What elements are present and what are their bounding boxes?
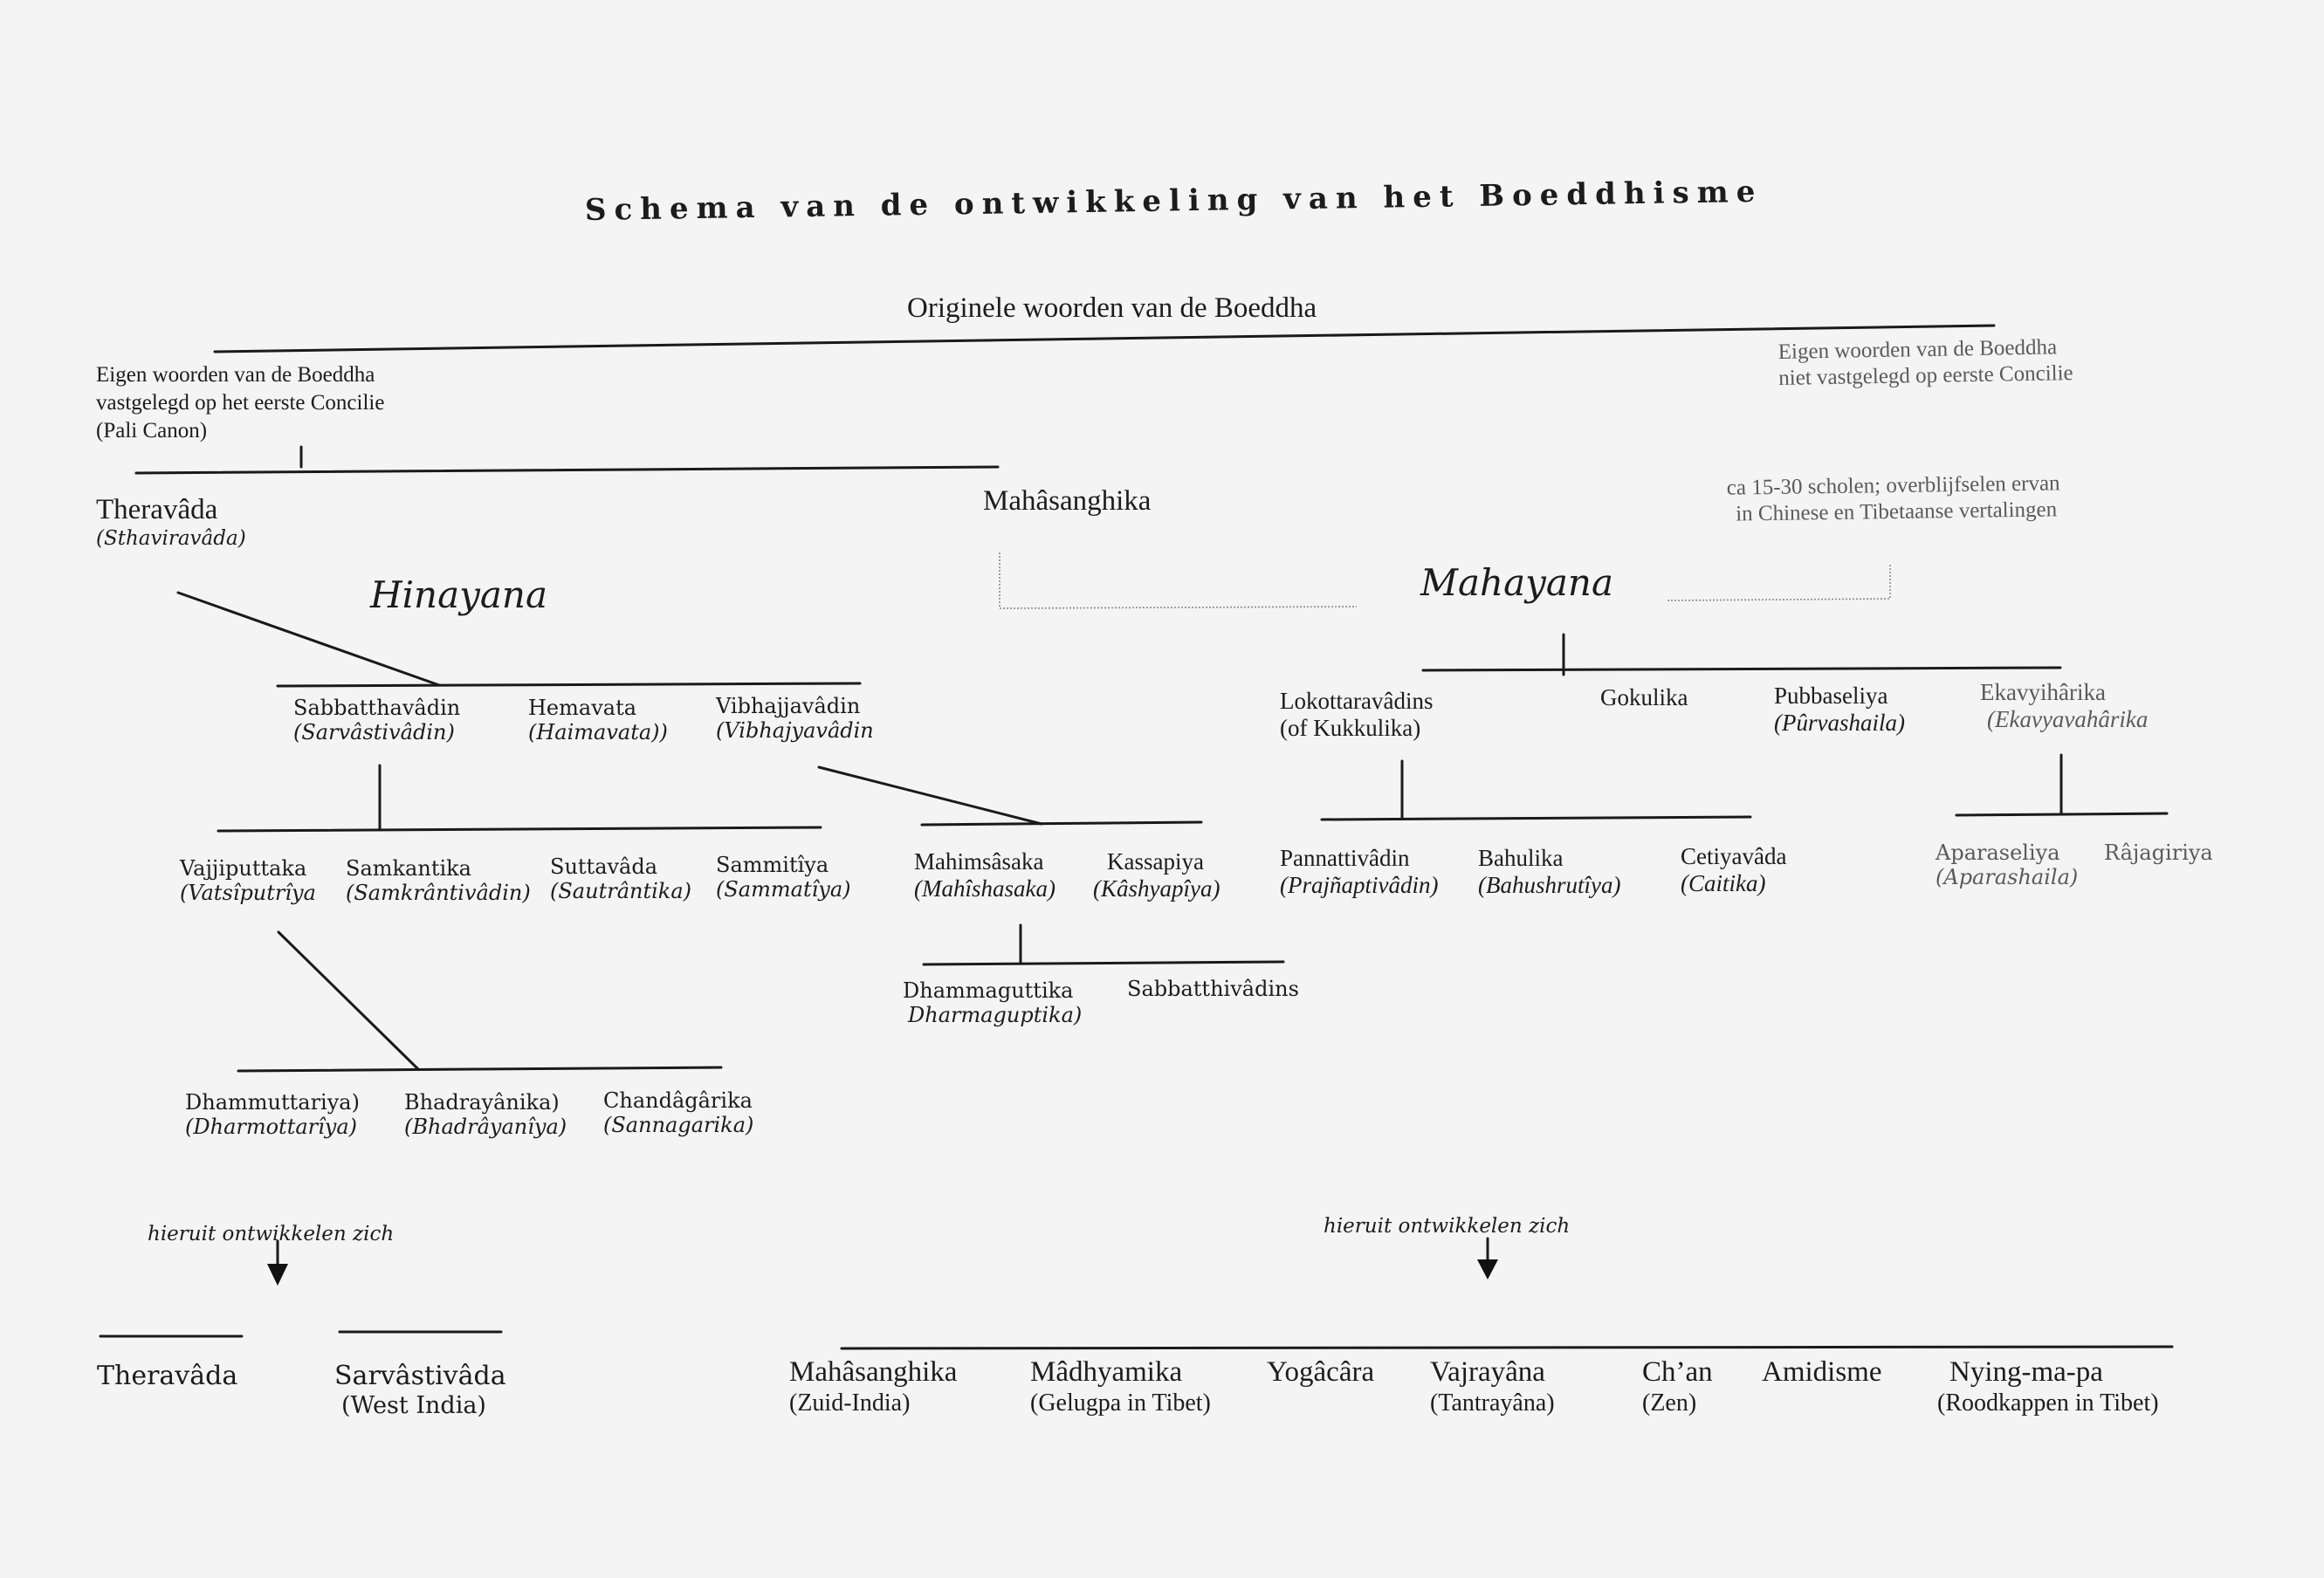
result-node	[1030, 1356, 1211, 1417]
mahayana-develop-note: hieruit ontwikkelen zich	[1324, 1215, 1571, 1238]
node-alt-name: (Sthaviravâda)	[96, 526, 246, 550]
node-name: Yogâcâra	[1267, 1356, 1375, 1388]
node-name: Mahimsâsaka	[914, 848, 1044, 875]
node-name: Vajjiputtaka	[180, 856, 307, 881]
node-name: Sabbatthavâdin	[293, 696, 461, 720]
node-name: Nying-ma-pa	[1949, 1356, 2103, 1388]
node-name: Mahâsanghika	[789, 1356, 958, 1388]
node-alt-name: (Bahushrutîya)	[1478, 872, 1621, 898]
school-node	[1093, 848, 1220, 902]
node-alt-name: (Roodkappen in Tibet)	[1937, 1389, 2159, 1417]
school-node	[903, 979, 1082, 1027]
school-node	[1980, 679, 2148, 733]
node-name: Aparaseliya	[1936, 840, 2060, 865]
hinayana-arrow-head	[267, 1264, 288, 1286]
school-node	[2104, 841, 2213, 866]
node-alt-name: (Bhadrâyanîya)	[404, 1114, 567, 1139]
school-node	[914, 848, 1055, 902]
school-node	[603, 1089, 753, 1137]
node-name: Lokottaravâdins	[1280, 688, 1434, 714]
pali-canon-note	[96, 361, 384, 445]
node-alt-name: (Sarvâstivâdin)	[293, 719, 455, 744]
node-name: Ch’an	[1642, 1356, 1713, 1388]
node-name: Sarvâstivâda	[334, 1361, 506, 1391]
mahayana-arrow-head	[1477, 1259, 1498, 1280]
note-line: (Pali Canon)	[96, 419, 208, 443]
note-line: vastgelegd op het eerste Concilie	[96, 391, 385, 415]
mahayana-results-line	[842, 1347, 2172, 1348]
school-node	[716, 695, 874, 743]
mahayana-heading: Mahayana	[1420, 561, 1613, 604]
diagram-title: Schema van de ontwikkeling van het Boeddhisme	[584, 174, 1764, 228]
node-name: Mâdhyamika	[1030, 1356, 1183, 1388]
node-alt-name: (Prajñaptivâdin)	[1280, 872, 1439, 898]
node-name: Vibhajjavâdin	[716, 694, 861, 718]
first-split-line	[136, 467, 998, 473]
school-node	[1600, 684, 1688, 711]
note-line: Eigen woorden van de Boeddha	[96, 363, 375, 387]
result-node	[97, 1362, 237, 1392]
school-node	[185, 1091, 360, 1139]
mahimsasaka-children-line	[924, 962, 1283, 964]
vajjiputtaka-children-line	[238, 1067, 721, 1071]
node-name: Vajrayâna	[1430, 1356, 1545, 1388]
node-alt-name: (Zen)	[1642, 1389, 1697, 1417]
node-alt-name: (Sammatîya)	[716, 876, 851, 902]
root-label: Originele woorden van de Boeddha	[907, 292, 1317, 324]
hinayana-heading: Hinayana	[370, 573, 548, 616]
mahasanghika-dotted-bracket-left	[1000, 552, 1357, 608]
node-alt-name: (Haimavata))	[528, 719, 668, 744]
theravada-node	[96, 494, 246, 550]
school-node	[404, 1091, 567, 1139]
node-alt-name: (Samkrântivâdin)	[346, 880, 531, 905]
note-line: niet vastgelegd op eerste Concilie	[1778, 361, 2073, 390]
note-line: ca 15-30 scholen; overblijfselen ervan	[1726, 471, 2060, 500]
node-alt-name: (West India)	[341, 1391, 486, 1419]
node-alt-name: (of Kukkulika)	[1280, 715, 1421, 741]
result-node	[334, 1362, 506, 1419]
mahasanghika-node: Mahâsanghika	[983, 485, 1152, 517]
node-alt-name: (Ekavyavahârika	[1987, 706, 2149, 732]
ekavyiharika-children-line	[1956, 813, 2167, 815]
school-node	[1478, 845, 1620, 899]
node-name: Cetiyavâda	[1681, 843, 1787, 869]
node-alt-name: (Sautrântika)	[550, 878, 691, 903]
node-alt-name: (Sannagarika)	[603, 1112, 754, 1137]
school-node	[1681, 843, 1786, 897]
node-name: Theravâda	[97, 1361, 238, 1391]
school-node	[346, 857, 531, 905]
vibhajjavadin-diagonal	[819, 767, 1042, 824]
node-name: Gokulika	[1600, 684, 1688, 710]
node-name: Pubbaseliya	[1774, 683, 1888, 709]
root-line	[215, 326, 1994, 352]
vibhajjavadin-children-line	[922, 822, 1201, 825]
node-alt-name: (Zuid-India)	[789, 1389, 911, 1417]
result-node	[1267, 1356, 1374, 1389]
node-name: Amidisme	[1762, 1356, 1882, 1388]
node-name: Hemavata	[528, 696, 637, 720]
school-node	[293, 696, 460, 744]
school-node	[1280, 845, 1438, 899]
node-alt-name: (Aparashaila)	[1936, 864, 2079, 889]
node-name: Samkantika	[346, 856, 471, 881]
result-node	[1430, 1356, 1555, 1417]
node-alt-name: (Dharmottarîya)	[185, 1114, 358, 1139]
node-name: Theravâda	[96, 494, 218, 525]
school-node	[550, 855, 691, 903]
node-alt-name: (Caitika)	[1681, 870, 1766, 896]
node-alt-name: (Vatsîputrîya	[180, 880, 316, 905]
school-node	[1936, 841, 2078, 889]
node-alt-name: (Gelugpa in Tibet)	[1030, 1389, 1211, 1417]
school-node	[716, 854, 851, 902]
node-name: Suttavâda	[550, 854, 658, 879]
hinayana-level1-line	[278, 683, 860, 686]
node-name: Sammitîya	[716, 853, 829, 877]
school-node	[1127, 978, 1299, 1002]
result-node	[1762, 1356, 1882, 1389]
sarvastivadin-children-line	[218, 827, 821, 831]
node-alt-name: (Vibhajyavâdin	[716, 717, 874, 743]
node-alt-name: (Tantrayâna)	[1430, 1389, 1555, 1417]
non-canon-note	[1778, 334, 2073, 392]
vajjiputtaka-diagonal	[278, 932, 418, 1069]
node-name: Râjagiriya	[2104, 840, 2213, 865]
result-node	[1937, 1356, 2159, 1417]
schools-note	[1727, 470, 2061, 527]
result-node	[1642, 1356, 1713, 1417]
note-line: in Chinese en Tibetaanse vertalingen	[1736, 497, 2058, 526]
node-name: Bahulika	[1478, 845, 1564, 871]
school-node	[180, 857, 316, 905]
mahayana-level1-line	[1423, 668, 2060, 670]
node-alt-name: (Kâshyapîya)	[1093, 875, 1220, 902]
result-node	[789, 1356, 957, 1417]
lokottaravadin-children-line	[1322, 817, 1750, 820]
node-alt-name: Dharmaguptika)	[908, 1002, 1083, 1027]
node-name: Ekavyihârika	[1980, 679, 2106, 705]
node-name: Sabbatthivâdins	[1127, 977, 1299, 1001]
node-name: Bhadrayânika)	[404, 1090, 560, 1115]
school-node	[1774, 683, 1905, 737]
school-node	[528, 696, 668, 744]
node-name: Dhammaguttika	[903, 978, 1074, 1003]
node-alt-name: (Pûrvashaila)	[1774, 710, 1905, 736]
node-name: Dhammuttariya)	[185, 1090, 360, 1115]
node-name: Chandâgârika	[603, 1088, 753, 1113]
hinayana-develop-note: hieruit ontwikkelen zich	[148, 1223, 395, 1245]
node-name: Pannattivâdin	[1280, 845, 1410, 871]
mahasanghika-dotted-bracket-right	[1667, 563, 1890, 600]
school-node	[1280, 688, 1433, 742]
note-line: Eigen woorden van de Boeddha	[1777, 335, 2058, 364]
node-alt-name: (Mahîshasaka)	[914, 875, 1055, 902]
node-name: Kassapiya	[1107, 848, 1204, 875]
